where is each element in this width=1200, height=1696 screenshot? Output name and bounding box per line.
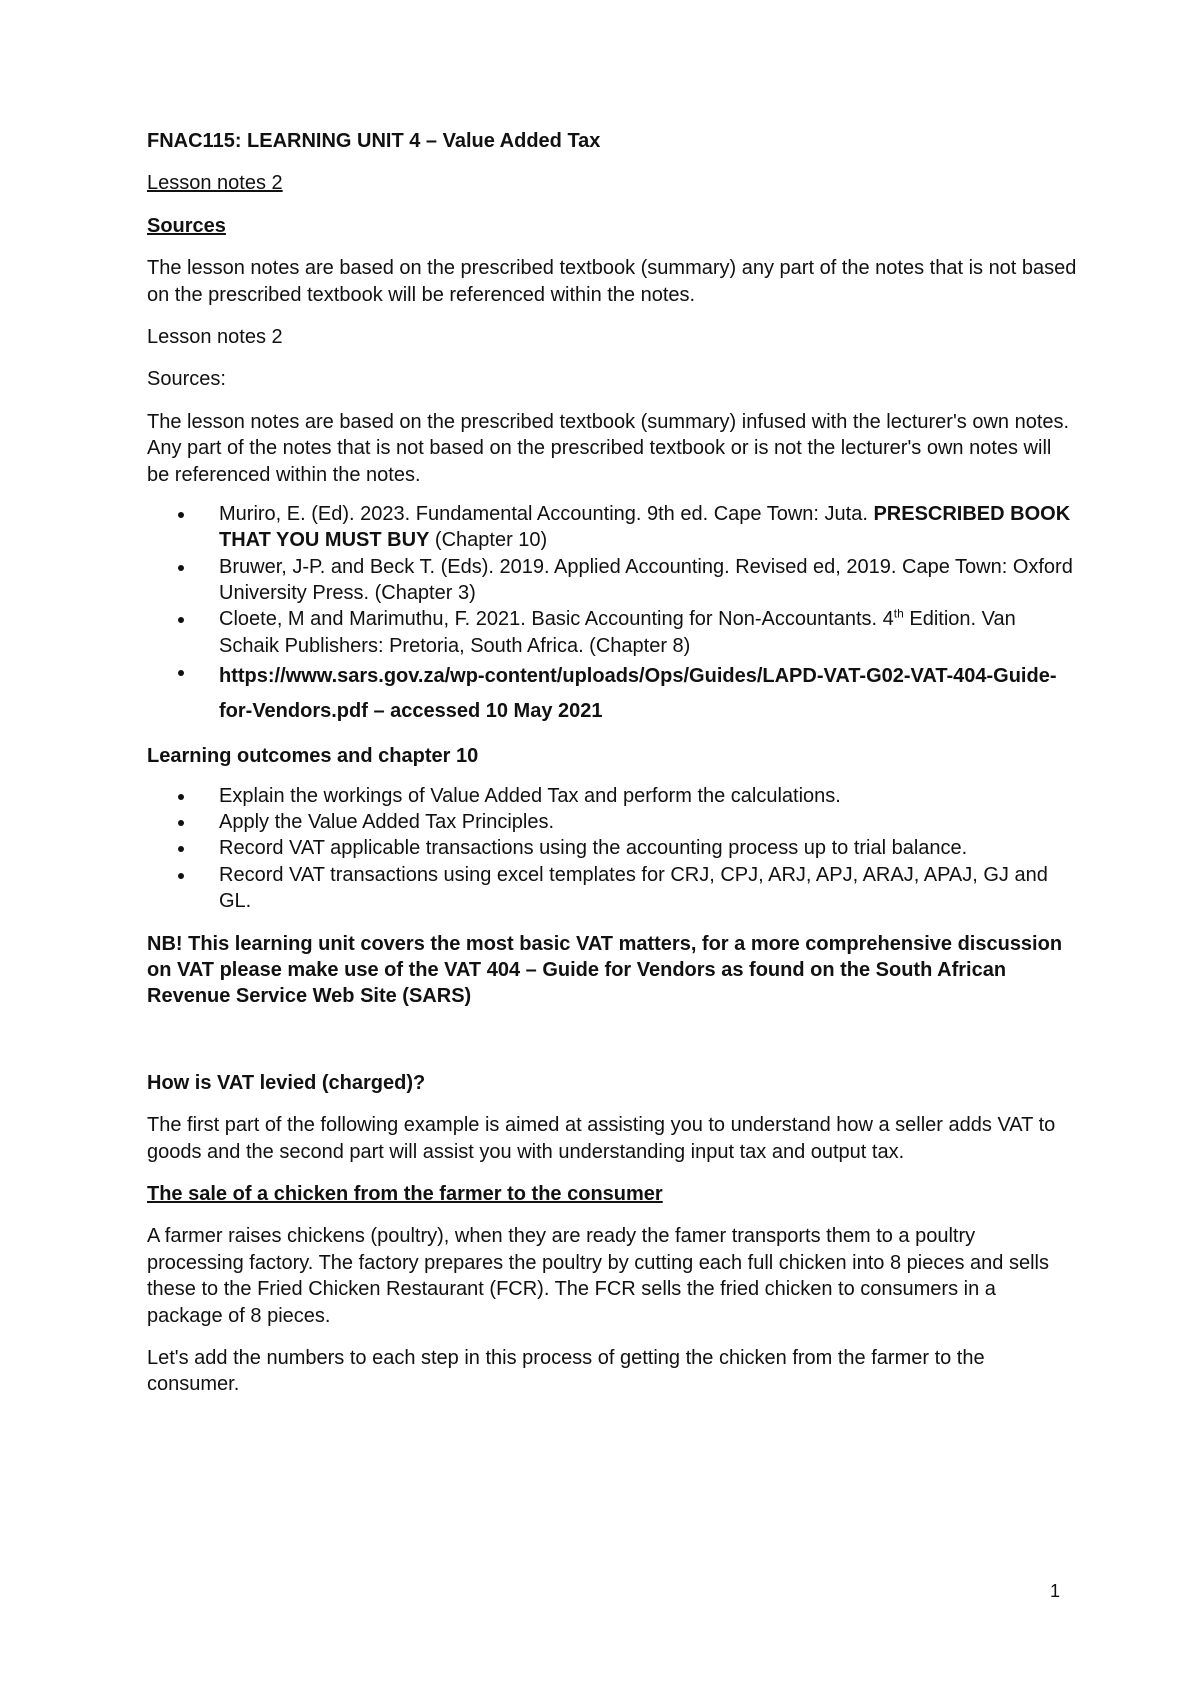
reference-text: Muriro, E. (Ed). 2023. Fundamental Accounting. 9th ed. Cape Town: Juta. [219,502,868,525]
reference-text: Bruwer, J-P. and Beck T. (Eds). 2019. Applied Accounting. Revised ed, 2019. Cape Town: Oxford University Press. (Chapter 3) [219,555,1073,605]
nb-notice: NB! This learning unit covers the most basic VAT matters, for a more comprehensive discussion on VAT please make use of the VAT 404 – Guide for Vendors as found on the South African Revenue Service Web Site (SARS) [147,932,1063,1008]
chicken-heading-text: The sale of a chicken from the farmer to the consumer [147,1182,663,1205]
chicken-heading [147,1181,1077,1207]
lesson-notes-label [147,170,1077,196]
outcome-item: Record VAT applicable transactions using the accounting process up to trial balance. [147,835,1077,861]
chicken-paragraph-2: Let's add the numbers to each step in this process of getting the chicken from the farmer to the consumer. [147,1346,985,1396]
reference-text: Cloete, M and Marimuthu, F. 2021. Basic Accounting for Non-Accountants. 4 [219,608,894,631]
reference-emphasis: PRESCRIBED BOOK THAT YOU MUST BUY [219,502,1071,552]
sources-heading-text: Sources [147,214,226,237]
reference-link[interactable] [147,659,1077,729]
document-title: FNAC115: LEARNING UNIT 4 – Value Added Tax [147,130,601,152]
outcome-item: Explain the workings of Value Added Tax and perform the calculations. [147,783,1077,809]
sources-heading-2: Sources: [147,368,226,391]
reference-list [147,501,1077,729]
reference-text-after: (Chapter 10) [429,529,548,552]
sources-paragraph-2: The lesson notes are based on the prescribed textbook (summary) infused with the lecturer's own notes. Any part of the notes that is not based on the prescribed textbook or is not the lecturer's own notes will be referenced within the notes. [147,410,1070,486]
reference-link-text[interactable]: https://www.sars.gov.za/wp-content/uploads/Ops/Guides/LAPD-VAT-G02-VAT-404-Guide-for-Vendors.pdf – accessed 10 May 2021 [219,665,1057,723]
outcome-item: Record VAT transactions using excel templates for CRJ, CPJ, ARJ, APJ, ARAJ, APAJ, GJ and GL. [147,862,1077,915]
outcome-item: Apply the Value Added Tax Principles. [147,809,1077,835]
lesson-notes-text: Lesson notes 2 [147,172,283,195]
reference-item [147,554,1077,607]
chicken-paragraph: A farmer raises chickens (poultry), when they are ready the famer transports them to a poultry processing factory. The factory prepares the poultry by cutting each full chicken into 8 pieces and sells these to the Fried Chicken Restaurant (FCR). The FCR sells the fried chicken to consumers in a package of 8 pieces. [147,1225,1049,1327]
lesson-notes-label-2: Lesson notes 2 [147,325,283,348]
outcomes-list [147,783,1077,915]
reference-superscript: th [893,606,904,621]
sources-heading [147,213,1077,239]
vat-heading: How is VAT levied (charged)? [147,1071,426,1094]
reference-item [147,501,1077,554]
reference-item [147,606,1077,659]
document-page [147,128,1077,1398]
page-number: 1 [1049,1581,1060,1601]
sources-paragraph: The lesson notes are based on the prescribed textbook (summary) any part of the notes that is not based on the prescribed textbook will be referenced within the notes. [147,257,1077,306]
vat-paragraph: The first part of the following example is aimed at assisting you to understand how a seller adds VAT to goods and the second part will assist you with understanding input tax and output tax. [147,1114,1056,1163]
reference-text-after: Edition. Van Schaik Publishers: Pretoria, South Africa. (Chapter 8) [219,608,1016,657]
outcomes-heading: Learning outcomes and chapter 10 [147,745,479,768]
